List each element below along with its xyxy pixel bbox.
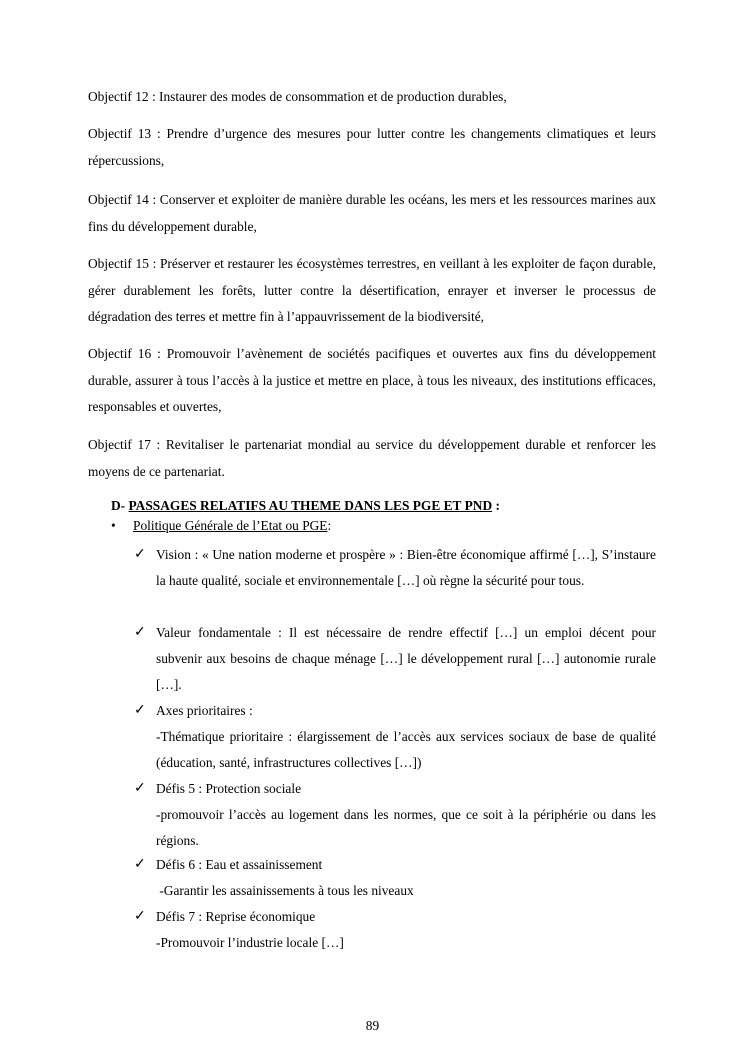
objective-16: Objectif 16 : Promouvoir l’avènement de sociétés pacifiques et ouvertes aux fins du développement durable, assurer à tous l’accès à la justice et mettre en place, à tous les niveaux, des institutions efficaces, responsables et ouvertes,	[88, 346, 656, 414]
item-defis-5-detail: -promouvoir l’accès au logement dans les normes, que ce soit à la périphérie ou dans les régions.	[156, 807, 656, 848]
section-heading	[111, 498, 500, 514]
checkmark-icon: ✓	[134, 703, 146, 718]
objective-17: Objectif 17 : Revitaliser le partenariat mondial au service du développement durable et renforcer les moyens de ce partenariat.	[88, 437, 656, 479]
section-suffix: :	[492, 498, 500, 513]
item-valeur: Valeur fondamentale : Il est nécessaire de rendre effectif […] un emploi décent pour subvenir aux besoins de chaque ménage […] le développement rural […] autonomie rurale […].	[156, 625, 656, 692]
checkmark-icon: ✓	[134, 625, 146, 640]
item-defis-6-detail: -Garantir les assainissements à tous les niveaux	[156, 883, 414, 898]
objective-12: Objectif 12 : Instaurer des modes de consommation et de production durables,	[88, 89, 507, 104]
item-axes: Axes prioritaires :	[156, 703, 253, 718]
page-number: 89	[365, 1018, 380, 1033]
checkmark-icon: ✓	[134, 547, 146, 562]
item-defis-7-detail: -Promouvoir l’industrie locale […]	[156, 935, 344, 950]
bullet-suffix: :	[327, 518, 332, 533]
item-axes-detail: -Thématique prioritaire : élargissement de l’accès aux services sociaux de base de qualité (éducation, santé, infrastructures collectives […])	[156, 729, 656, 770]
section-prefix: D-	[111, 498, 126, 513]
bullet-icon	[111, 518, 133, 534]
item-defis-5: Défis 5 : Protection sociale	[156, 781, 302, 796]
item-vision: Vision : « Une nation moderne et prospère » : Bien-être économique affirmé […], S’instaure la haute qualité, sociale et environnementale […] où règne la sécurité pour tous.	[156, 547, 656, 588]
checkmark-icon: ✓	[134, 909, 146, 924]
bullet-label: Politique Générale de l’Etat ou PGE	[133, 518, 328, 533]
objective-13: Objectif 13 : Prendre d’urgence des mesures pour lutter contre les changements climatiques et leurs répercussions,	[88, 126, 656, 168]
item-defis-6: Défis 6 : Eau et assainissement	[156, 857, 323, 872]
checkmark-icon: ✓	[134, 781, 146, 796]
objective-15: Objectif 15 : Préserver et restaurer les écosystèmes terrestres, en veillant à les exploiter de façon durable, gérer durablement les forêts, lutter contre la désertification, enrayer et inverser le processus de dégradation des terres et mettre fin à l’appauvrissement de la biodiversité,	[88, 256, 656, 324]
section-title: PASSAGES RELATIFS AU THEME DANS LES PGE ET PND	[128, 498, 493, 513]
objective-14: Objectif 14 : Conserver et exploiter de manière durable les océans, les mers et les ressources marines aux fins du développement durable,	[88, 192, 656, 234]
pge-bullet	[111, 518, 331, 534]
checkmark-icon: ✓	[134, 857, 146, 872]
item-defis-7: Défis 7 : Reprise économique	[156, 909, 316, 924]
